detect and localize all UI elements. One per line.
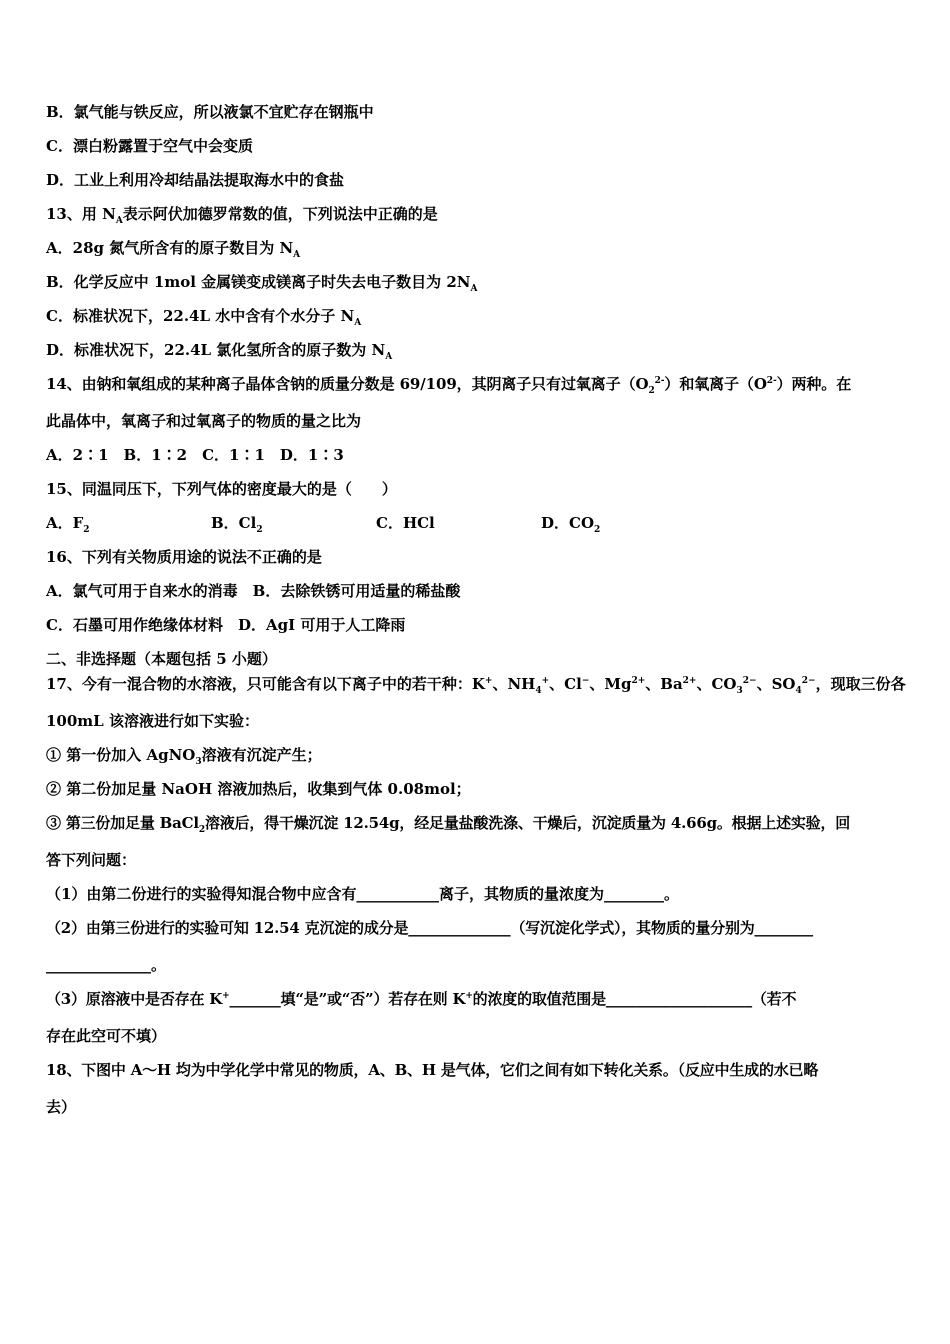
q16-stem: 16、下列有关物质用途的说法不正确的是 (46, 548, 322, 566)
q17-part-3-line2: 存在此空可不填） (46, 1027, 167, 1045)
section-heading-2: 二、非选择题（本题包括 5 小题） (46, 650, 277, 668)
q12-option-d: D．工业上利用冷却结晶法提取海水中的食盐 (46, 171, 345, 189)
q15-option-b: B．$Cl_2$ (211, 514, 263, 535)
q17-experiment-1: ① 第一份加入 AgNO$_3$溶液有沉淀产生； (46, 746, 322, 767)
q14-stem-line2: 此晶体中，氧离子和过氧离子的物质的量之比为 (46, 412, 362, 430)
q16-options-cd: C．石墨可用作绝缘体材料 D．AgI 可用于人工降雨 (46, 616, 406, 634)
q15-option-d: D．$CO_2$ (541, 514, 601, 535)
q12-option-c: C．漂白粉露置于空气中会变质 (46, 137, 253, 155)
q15-option-a: A．$F_2$ (46, 514, 90, 535)
q14-options: A．2∶1 B．1∶2 C．1∶1 D．1∶3 (46, 446, 344, 464)
q13-option-b: B．化学反应中 1mol 金属镁变成镁离子时失去电子数目为 $2N_A$ (46, 273, 478, 294)
q17-stem-line1: 17、今有一混合物的水溶液，只可能含有以下离子中的若干种：K+、$NH_4^+$、Cl−、$Mg^{2+}$、$Ba^{2+}$、$CO_3^{2-}$、$SO_4^{2-}$，现取三份各 (46, 675, 906, 696)
q15-option-c: C．HCl (376, 514, 435, 532)
q13-stem: 13、用 $N_A$表示阿伏加德罗常数的值，下列说法中正确的是 (46, 205, 438, 226)
q17-part-2: （2）由第三份进行的实验可知 12.54 克沉淀的成分是______________（写沉淀化学式），其物质的量分别为________ (46, 919, 813, 937)
q14-stem-line1: 14、由钠和氧组成的某种离子晶体含钠的质量分数是 69/109，其阴离子只有过氧离子$(O_2^{2-})$和氧离子$(O^{2-})$两种。在 (46, 375, 852, 396)
q17-part-2-line2: ______________。 (46, 956, 167, 974)
q15-options (46, 513, 600, 533)
q12-option-b: B．氯气能与铁反应，所以液氯不宜贮存在钢瓶中 (46, 103, 374, 121)
q13-option-d: D．标准状况下，22.4L 氯化氢所含的原子数为 $N_A$ (46, 341, 393, 362)
q17-experiment-3: ③ 第三份加足量 BaCl$_2$溶液后，得干燥沉淀 12.54g，经足量盐酸洗涤、干燥后，沉淀质量为 4.66g。根据上述实验，回 (46, 814, 851, 835)
q18-stem-line2: 去） (46, 1098, 77, 1116)
q13-option-a: A．28g 氮气所含有的原子数目为 $N_A$ (46, 239, 301, 260)
q13-option-c: C．标准状况下，22.4L 水中含有个水分子 $N_A$ (46, 307, 362, 328)
q17-experiment-2: ② 第二份加足量 NaOH 溶液加热后，收集到气体 0.08mol； (46, 780, 471, 798)
q18-stem-line1: 18、下图中 A～H 均为中学化学中常见的物质，A、B、H 是气体，它们之间有如下转化关系。（反应中生成的水已略 (46, 1061, 819, 1079)
q17-part-1: （1）由第二份进行的实验得知混合物中应含有___________离子，其物质的量浓度为________。 (46, 885, 679, 903)
q17-part-3: （3）原溶液中是否存在 K+_______填“是”或“否”）若存在则 K+的浓度的取值范围是____________________（若不 (46, 990, 797, 1008)
q17-stem-line2: 100mL 该溶液进行如下实验： (46, 712, 259, 730)
q15-stem: 15、同温同压下，下列气体的密度最大的是（ ） (46, 480, 397, 498)
q17-experiment-3-line2: 答下列问题： (46, 851, 137, 869)
q16-options-ab: A．氯气可用于自来水的消毒 B．去除铁锈可用适量的稀盐酸 (46, 582, 461, 600)
